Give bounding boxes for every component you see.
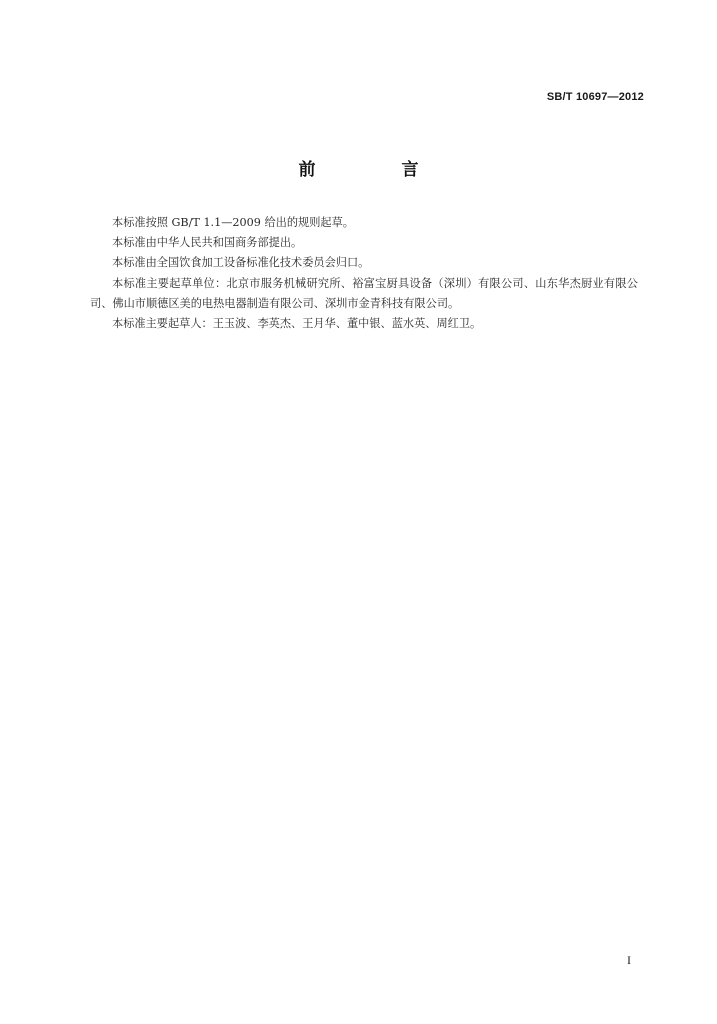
paragraph-proposer: 本标准由中华人民共和国商务部提出。 — [112, 236, 303, 250]
paragraph-drafters: 本标准主要起草人：王玉波、李英杰、王月华、董中银、蓝水英、周红卫。 — [112, 317, 482, 331]
paragraph-drafting-organizations: 本标准主要起草单位：北京市服务机械研究所、裕富宝厨具设备（深圳）有限公司、山东华杰厨业有限公司、佛山市顺德区美的电热电器制造有限公司、深圳市金青科技有限公司。 — [90, 276, 638, 310]
paragraph-drafting-rules: 本标准按照 GB/T 1.1—2009 给出的规则起草。 — [112, 216, 354, 229]
foreword-body — [90, 213, 638, 334]
standard-number: SB/T 10697—2012 — [546, 91, 644, 103]
foreword-title: 前 言 — [298, 160, 459, 180]
paragraph-technical-committee: 本标准由全国饮食加工设备标准化技术委员会归口。 — [112, 256, 370, 270]
page-number: I — [627, 953, 631, 967]
